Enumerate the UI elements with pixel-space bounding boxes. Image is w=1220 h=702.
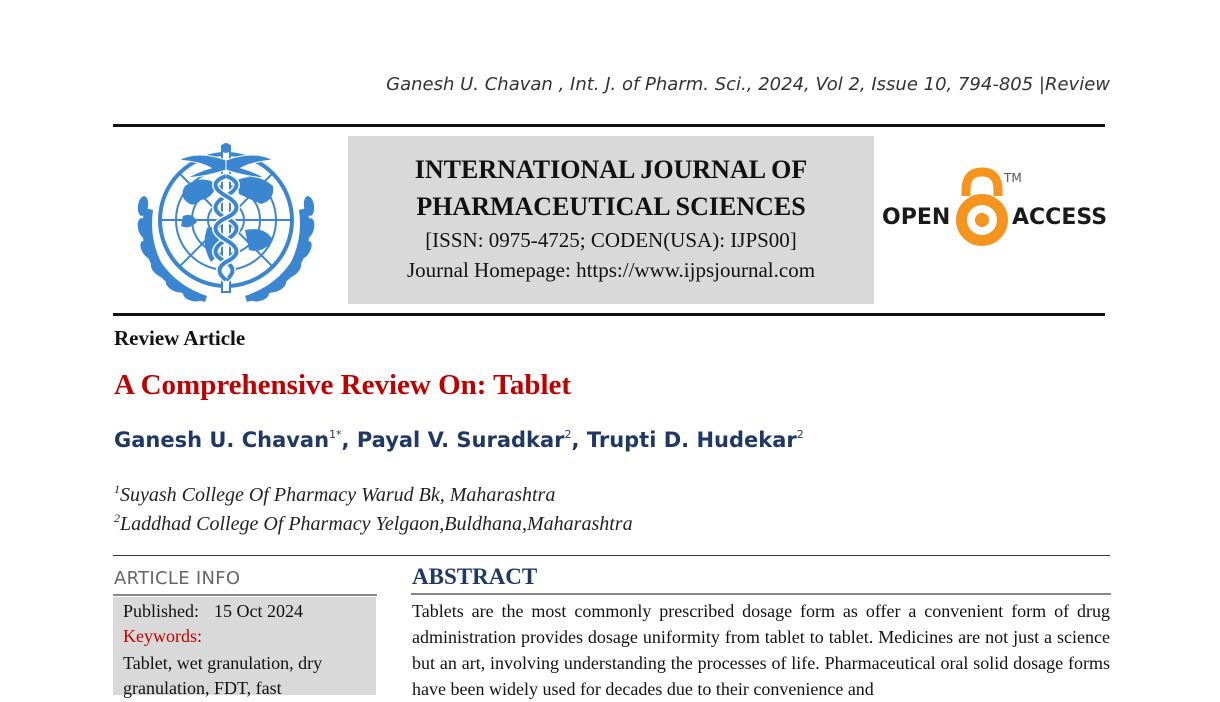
journal-homepage[interactable]: Journal Homepage: https://www.ijpsjournal.com	[406, 258, 816, 282]
affiliation-2	[114, 511, 633, 536]
author-list: Ganesh U. Chavan$^{1*}$, Payal V. Suradkar$^2$, Trupti D. Hudekar$^2$	[114, 428, 804, 452]
oa-tm-text: TM	[1004, 171, 1022, 185]
article-title: A Comprehensive Review On: Tablet	[114, 369, 572, 401]
published-label: Published:	[123, 601, 200, 621]
article-info-rule	[113, 594, 377, 596]
affiliation-mark: 2	[114, 511, 120, 525]
author-name[interactable]: Payal V. Suradkar	[356, 428, 565, 452]
published-date: 15 Oct 2024	[214, 601, 304, 621]
journal-emblem	[127, 138, 325, 306]
abstract-text: Tablets are the most commonly prescribed dosage form as offer a convenient form of drug administration provides dosage uniformity from tablet to tablet. Medicines are not just a science but an art, involving understanding the processes of life. Pharmaceutical oral solid dosage forms have been widely used for decades due to their convenience and	[412, 601, 1110, 699]
article-type: Review Article	[114, 326, 246, 350]
affiliation-mark: 1	[114, 482, 120, 496]
header-rule-bottom	[113, 313, 1105, 316]
author-name[interactable]: Ganesh U. Chavan	[114, 428, 330, 452]
affiliation-text: Laddhad College Of Pharmacy Yelgaon,Buldhana,Maharashtra	[120, 513, 633, 535]
abstract-rule	[411, 593, 1111, 595]
author-affiliation-mark: 2	[796, 428, 804, 441]
published-line	[123, 599, 303, 623]
section-divider	[113, 555, 1110, 556]
author-name[interactable]: Trupti D. Hudekar	[586, 428, 797, 452]
emblem-icon	[127, 138, 325, 306]
open-access-logo	[880, 166, 1108, 252]
author-affiliation-mark: 2	[564, 428, 572, 441]
oa-open-text: OPEN	[882, 205, 951, 230]
header-rule-top	[113, 124, 1105, 127]
affiliation-1	[114, 482, 555, 507]
open-access-lock-icon	[880, 166, 1108, 252]
author-affiliation-mark: 1*	[329, 428, 342, 441]
article-info-box	[113, 597, 376, 698]
keywords-label: Keywords:	[123, 626, 202, 646]
journal-masthead	[348, 136, 874, 304]
article-info-heading: ARTICLE INFO	[114, 568, 241, 589]
journal-name: INTERNATIONAL JOURNAL OF PHARMACEUTICAL SCIENCES	[414, 155, 808, 221]
journal-issn: [ISSN: 0975-4725; CODEN(USA): IJPS00]	[425, 228, 797, 252]
abstract-heading: ABSTRACT	[412, 564, 538, 589]
oa-access-text: ACCESS	[1012, 205, 1108, 230]
running-head: Ganesh U. Chavan , Int. J. of Pharm. Sci., 2024, Vol 2, Issue 10, 794-805 |Review	[386, 74, 1110, 95]
affiliation-text: Suyash College Of Pharmacy Warud Bk, Maharashtra	[120, 484, 556, 506]
keywords-text: Tablet, wet granulation, dry granulation, FDT, fast	[123, 653, 323, 698]
